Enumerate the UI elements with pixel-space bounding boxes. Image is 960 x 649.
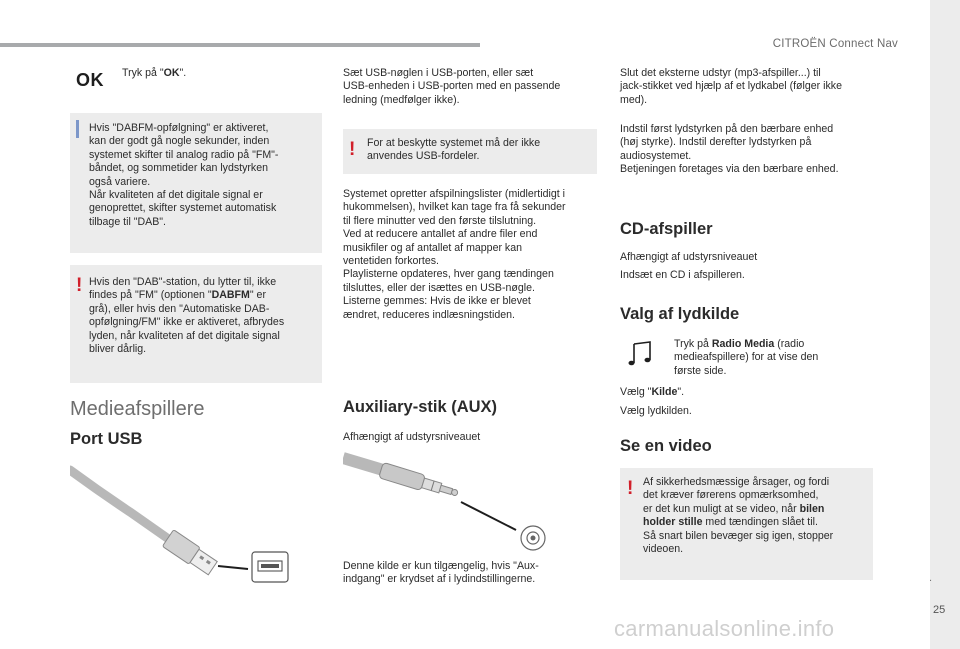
- bottom-dot: .: [929, 572, 933, 584]
- aux-note: Denne kilde er kun tilgængelig, hvis "Aux- indgang" er krydset af i lydindstillingerne.: [343, 560, 539, 586]
- watermark: carmanualsonline.info: [614, 616, 835, 641]
- source-instruction: Tryk på Radio Media (radio medieafspillere) for at vise den første side.: [674, 338, 819, 377]
- music-note-icon: [628, 338, 656, 370]
- page-side-strip: [930, 0, 960, 649]
- section-title-media-players: Medieafspillere: [70, 398, 205, 420]
- usb-port-icon: [252, 552, 288, 582]
- video-warning-text: Af sikkerhedsmæssige årsager, og fordi det kræver førerens opmærksomhed, er det kun muligt at se video, når bilen holder stille med tændingen slået til. Så snart bilen bevæger sig igen, stopper videoen.: [643, 476, 834, 556]
- info-box-text: Hvis "DABFM-opfølgning" er aktiveret, kan der godt gå nogle sekunder, inden systemet skifter til analog radio på "FM"- båndet, og sommetider kan lydstyrken også variere. Når kvaliteten af det digitale signal er genoprettet, skifter systemet automatisk tilbage til "DAB".: [89, 122, 279, 228]
- usb-cable-illustration: [70, 470, 218, 576]
- choose-source: Vælg "Kilde".: [620, 386, 685, 398]
- warning-icon: !: [627, 478, 634, 499]
- cd-insert: Indsæt en CD i afspilleren.: [620, 269, 745, 281]
- section-title-usb: Port USB: [70, 430, 143, 448]
- aux-illustration: [343, 450, 553, 554]
- cd-dependency: Afhængigt af udstyrsniveauet: [620, 251, 758, 263]
- warning-icon: !: [76, 275, 83, 296]
- choose-sound-source: Vælg lydkilden.: [620, 405, 692, 417]
- warning-box-text: Hvis den "DAB"-station, du lytter til, ikke findes på "FM" (optionen "DABFM" er grå), eller hvis den "Automatiske DAB- opfølgning/FM" ikke er aktiveret, afbrydes lyden, når kvaliteten af det digitale signal bliver dårlig.: [89, 276, 285, 356]
- playlist-info: Systemet opretter afspilningslister (midlertidigt i hukommelsen), hvilket kan tage fra få sekunder til flere minutter ved den første tilslutning. Ved at reducere antallet af andre filer end musikfiler og af antallet af mapper kan ventetiden forkortes. Playlisterne opdateres, hver gang tændingen tilsluttes, eller der isættes en USB-nøgle. Listerne gemmes: Hvis de ikke er blevet ændret, reduceres indlæsningstiden.: [343, 188, 566, 321]
- aux-port-icon: [521, 526, 545, 550]
- usb-warning-text: For at beskytte systemet må der ikke anvendes USB-fordeler.: [367, 137, 541, 163]
- usb-intro: Sæt USB-nøglen i USB-porten, eller sæt USB-enheden i USB-porten med en passende ledning (medfølger ikke).: [343, 67, 561, 106]
- usb-illustration: [70, 462, 322, 584]
- page-number: 25: [933, 604, 946, 616]
- ok-instruction: Tryk på "OK".: [122, 67, 187, 79]
- volume-info: Indstil først lydstyrken på den bærbare enhed (høj styrke). Indstil derefter lydstyrken på audiosystemet. Betjeningen foretages via den bærbare enhed.: [620, 123, 839, 176]
- section-title-aux: Auxiliary-stik (AUX): [343, 398, 498, 416]
- info-bar-icon: [76, 120, 79, 138]
- section-title-video: Se en video: [620, 437, 712, 455]
- section-title-cd: CD-afspiller: [620, 220, 713, 238]
- aux-connect-info: Slut det eksterne udstyr (mp3-afspiller...) til jack-stikket ved hjælp af et lydkabel (følger ikke med).: [620, 67, 842, 106]
- aux-dependency: Afhængigt af udstyrsniveauet: [343, 431, 481, 443]
- ok-button-icon: OK: [76, 70, 104, 90]
- warning-icon: !: [349, 139, 356, 160]
- brand-header: CITROËN Connect Nav: [772, 38, 898, 50]
- jack-cable-illustration: [343, 458, 460, 501]
- header-rule: [0, 43, 480, 47]
- section-title-source: Valg af lydkilde: [620, 305, 740, 323]
